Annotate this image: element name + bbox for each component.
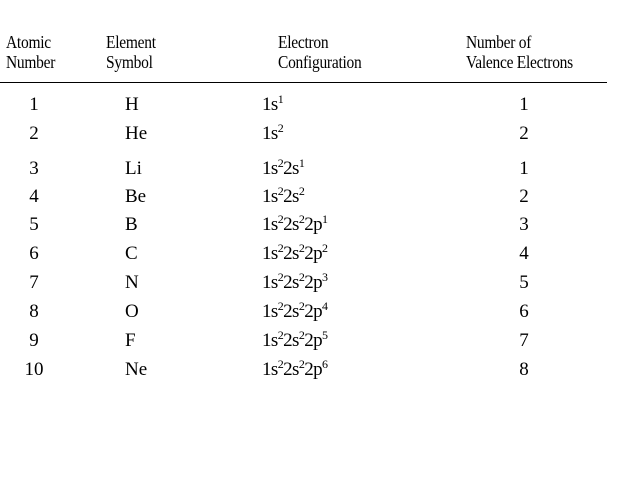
atomic-number-cell: 10 <box>24 359 44 380</box>
electron-configuration-cell <box>262 156 304 182</box>
table-row <box>0 299 638 325</box>
orbital-electron-count: 1 <box>322 212 328 226</box>
electron-configuration-cell <box>262 328 327 354</box>
atomic-number-cell: 2 <box>29 123 39 144</box>
valence-electrons-cell: 3 <box>519 214 529 235</box>
header-atomic-number-line-1: Atomic <box>6 32 51 52</box>
atomic-number-cell: 1 <box>29 94 39 115</box>
orbital-electron-count: 3 <box>322 270 328 284</box>
element-symbol-cell: Be <box>125 186 147 207</box>
orbital-electron-count: 2 <box>277 121 284 135</box>
valence-electrons-cell: 8 <box>519 359 529 380</box>
table-row <box>0 212 638 238</box>
orbital-label: 2s <box>283 186 299 207</box>
header-atomic-number <box>6 32 55 72</box>
header-element-symbol-line-1: Element <box>106 32 156 52</box>
element-symbol-cell: Li <box>125 158 142 179</box>
orbital-electron-count: 6 <box>322 357 328 371</box>
electron-configuration-cell <box>262 270 327 296</box>
orbital-label: 2p <box>304 359 323 380</box>
orbital-electron-count: 2 <box>322 241 328 255</box>
orbital-electron-count: 1 <box>298 156 305 170</box>
element-symbol-cell: N <box>125 272 139 293</box>
orbital-electron-count: 2 <box>277 328 284 342</box>
orbital-label: 2p <box>304 243 323 264</box>
atomic-number-cell: 6 <box>29 243 39 264</box>
orbital-label: 1s <box>262 272 278 293</box>
header-valence-electrons <box>466 32 573 72</box>
orbital-electron-count: 2 <box>298 212 305 226</box>
element-symbol-cell: B <box>125 214 138 235</box>
orbital-label: 2p <box>304 301 323 322</box>
orbital-electron-count: 2 <box>298 299 305 313</box>
electron-configuration-cell <box>262 212 327 238</box>
element-symbol-cell: Ne <box>125 359 148 380</box>
orbital-label: 1s <box>262 214 278 235</box>
element-symbol-cell: F <box>125 330 136 351</box>
table-row <box>0 270 638 296</box>
orbital-label: 2s <box>283 272 299 293</box>
orbital-label: 2s <box>283 359 299 380</box>
valence-electrons-cell: 1 <box>519 94 529 115</box>
table-row <box>0 357 638 383</box>
orbital-label: 2s <box>283 243 299 264</box>
orbital-electron-count: 2 <box>298 270 305 284</box>
electron-configuration-cell <box>262 121 283 147</box>
valence-electrons-cell: 6 <box>519 301 529 322</box>
table-row <box>0 92 638 118</box>
valence-electrons-cell: 5 <box>519 272 529 293</box>
orbital-label: 2s <box>283 301 299 322</box>
table-row <box>0 328 638 354</box>
valence-electrons-cell: 2 <box>519 123 529 144</box>
element-symbol-cell: C <box>125 243 138 264</box>
header-element-symbol <box>106 32 156 72</box>
atomic-number-cell: 7 <box>29 272 39 293</box>
orbital-electron-count: 2 <box>277 357 284 371</box>
orbital-label: 2p <box>304 214 323 235</box>
orbital-label: 1s <box>262 123 278 144</box>
orbital-label: 1s <box>262 186 278 207</box>
valence-electrons-cell: 4 <box>519 243 529 264</box>
orbital-electron-count: 2 <box>298 184 305 198</box>
orbital-label: 2p <box>304 330 323 351</box>
header-element-symbol-line-2: Symbol <box>106 52 153 72</box>
valence-electrons-cell: 2 <box>519 186 529 207</box>
orbital-label: 1s <box>262 94 278 115</box>
atomic-number-cell: 3 <box>29 158 39 179</box>
element-symbol-cell: O <box>125 301 139 322</box>
orbital-label: 2p <box>304 272 323 293</box>
orbital-label: 2s <box>283 214 299 235</box>
valence-electrons-cell: 1 <box>519 158 529 179</box>
table-row <box>0 184 638 210</box>
electron-configuration-cell <box>262 299 327 325</box>
orbital-electron-count: 2 <box>298 328 305 342</box>
orbital-electron-count: 2 <box>277 270 284 284</box>
orbital-label: 2s <box>283 158 299 179</box>
table-row <box>0 121 638 147</box>
orbital-label: 1s <box>262 330 278 351</box>
orbital-electron-count: 2 <box>277 184 284 198</box>
orbital-electron-count: 1 <box>277 92 284 106</box>
orbital-electron-count: 5 <box>322 328 328 342</box>
atomic-number-cell: 4 <box>29 186 39 207</box>
orbital-electron-count: 2 <box>277 241 284 255</box>
header-electron-configuration <box>278 32 362 72</box>
electron-configuration-cell <box>262 92 283 118</box>
header-atomic-number-line-2: Number <box>6 52 56 72</box>
element-symbol-cell: He <box>125 123 148 144</box>
orbital-electron-count: 2 <box>277 299 284 313</box>
atomic-number-cell: 5 <box>29 214 39 235</box>
orbital-label: 1s <box>262 158 278 179</box>
table-row <box>0 241 638 267</box>
orbital-label: 1s <box>262 301 278 322</box>
header-valence-electrons-line-1: Number of <box>466 32 532 52</box>
electron-configuration-cell <box>262 184 304 210</box>
orbital-label: 2s <box>283 330 299 351</box>
valence-electrons-cell: 7 <box>519 330 529 351</box>
orbital-label: 1s <box>262 359 278 380</box>
orbital-electron-count: 2 <box>277 156 284 170</box>
table-row <box>0 156 638 182</box>
atomic-number-cell: 9 <box>29 330 39 351</box>
atomic-number-cell: 8 <box>29 301 39 322</box>
electron-configuration-cell <box>262 357 327 383</box>
orbital-electron-count: 2 <box>298 241 305 255</box>
header-electron-configuration-line-2: Configuration <box>278 52 362 72</box>
element-symbol-cell: H <box>125 94 139 115</box>
header-valence-electrons-line-2: Valence Electrons <box>466 52 573 72</box>
orbital-label: 1s <box>262 243 278 264</box>
header-electron-configuration-line-1: Electron <box>278 32 329 52</box>
header-divider <box>0 82 607 83</box>
orbital-electron-count: 2 <box>277 212 284 226</box>
orbital-electron-count: 4 <box>322 299 328 313</box>
orbital-electron-count: 2 <box>298 357 305 371</box>
electron-configuration-cell <box>262 241 327 267</box>
